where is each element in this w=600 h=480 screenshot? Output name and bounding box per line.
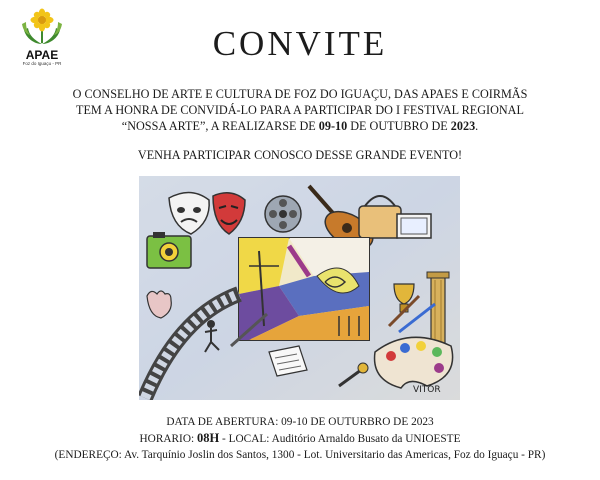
time-label: HORARIO: xyxy=(139,433,197,445)
film-reel-icon xyxy=(265,196,301,232)
abstract-painting xyxy=(239,238,369,340)
intro-line-2: TEM A HONRA DE CONVIDÁ-LO PARA A PARTICIPAR DO I FESTIVAL REGIONAL xyxy=(76,103,524,117)
logo-name: APAE xyxy=(25,48,59,62)
intro-paragraph xyxy=(20,86,580,134)
television-icon xyxy=(397,214,431,238)
intro-line-3 xyxy=(20,118,580,134)
artist-signature: VITOR xyxy=(413,385,441,395)
festival-dates: 09-10 xyxy=(318,119,348,133)
artwork-drawing xyxy=(139,176,460,400)
opening-date-label: DATA DE ABERTURA: xyxy=(166,416,282,428)
page-title: CONVITE xyxy=(212,24,388,63)
location-value: Auditório Arnaldo Busato da UNIOESTE xyxy=(271,433,461,445)
call-to-action: VENHA PARTICIPAR CONOSCO DESSE GRANDE EVENTO! xyxy=(137,148,463,162)
palette-icon xyxy=(375,337,453,388)
intro-line-1: O CONSELHO DE ARTE E CULTURA DE FOZ DO IGUAÇU, DAS APAES E COIRMÃS xyxy=(72,87,528,101)
opening-date-value: 09-10 DE OUTURBRO DE 2023 xyxy=(281,416,434,428)
time-value: 08H xyxy=(196,431,220,445)
logo-subtitle: Foz do Iguaçu - PR xyxy=(22,61,62,66)
festival-year: 2023 xyxy=(450,119,476,133)
intro-line-3-end: . xyxy=(475,119,479,133)
location-label: - LOCAL: xyxy=(219,433,272,445)
intro-line-3-middle: DE OUTUBRO DE xyxy=(347,119,451,133)
time-location-row xyxy=(0,430,600,447)
camera-icon xyxy=(147,232,191,268)
address-row: (ENDEREÇO: Av. Tarquínio Joslin dos Santos, 1300 - Lot. Universitario das Americas, Foz do Iguaçu - PR) xyxy=(54,449,546,461)
intro-line-3-start: “NOSSA ARTE”, A REALIZARSE DE xyxy=(121,119,319,133)
opening-date-row xyxy=(0,414,600,430)
event-details xyxy=(0,414,600,463)
